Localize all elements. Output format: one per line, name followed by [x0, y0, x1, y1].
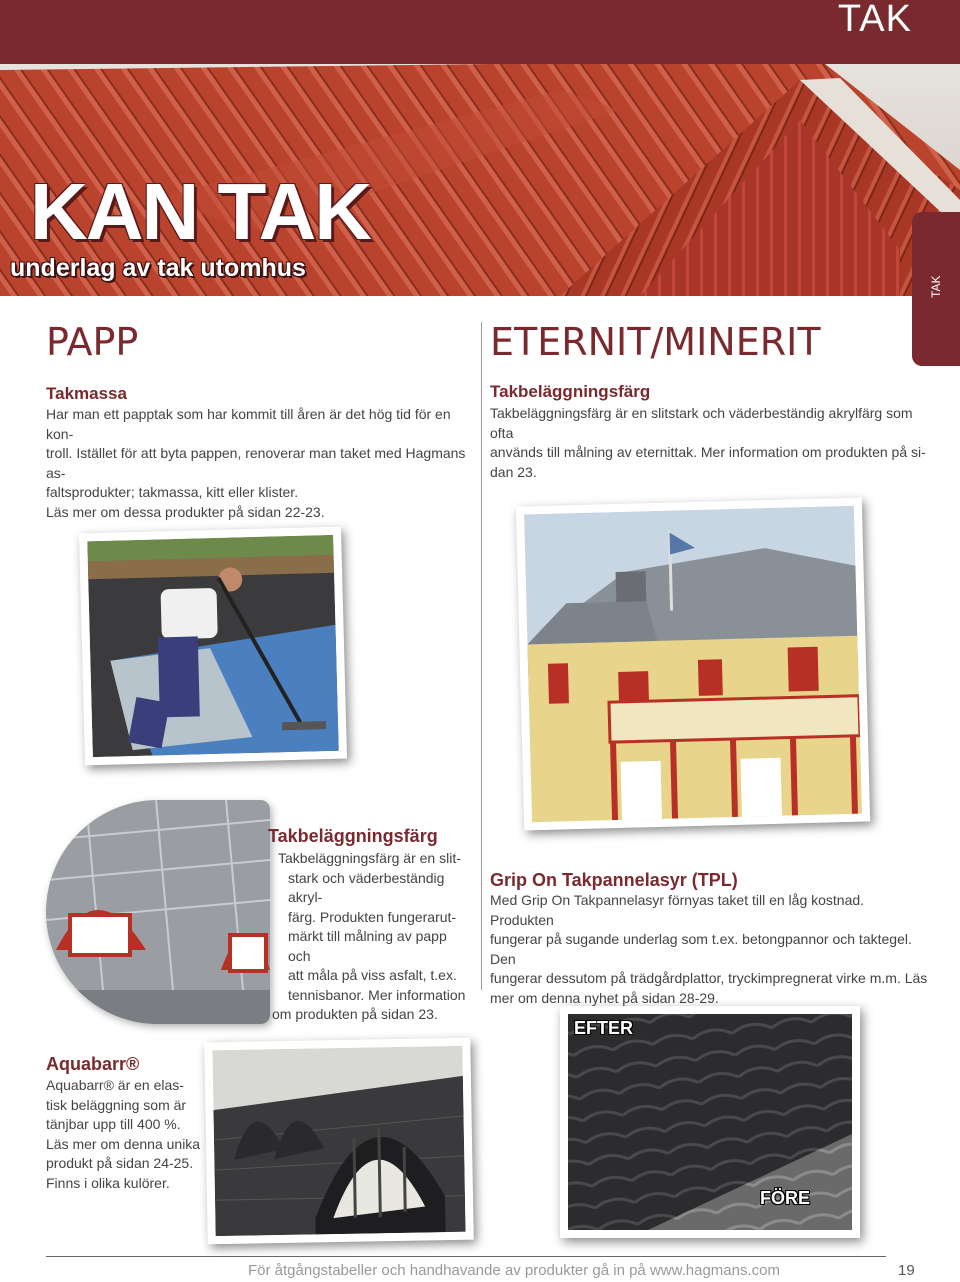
takbel2-text: [272, 849, 472, 1025]
building-image: [524, 506, 862, 823]
eternit-heading: ETERNIT/MINERIT: [490, 320, 821, 364]
footer-rule: [46, 1256, 886, 1257]
text-line: produkt på sidan 24-25.: [46, 1155, 194, 1171]
text-line: att måla på viss asfalt, t.ex.: [288, 967, 457, 983]
eternit-text: [490, 404, 930, 482]
text-line: Med Grip On Takpannelasyr förnyas taket till en låg kostnad. Produkten: [490, 892, 865, 928]
text-line: om produkten på sidan 23.: [272, 1006, 438, 1022]
photo-black-dormer: [204, 1038, 473, 1245]
aquabarr-text: [46, 1076, 206, 1193]
text-line: märkt till målning av papp och: [288, 928, 447, 964]
hero-title: KAN TAK: [30, 167, 371, 256]
text-line: dan 23.: [490, 463, 537, 480]
takmassa-text: [46, 405, 476, 522]
text-line: tennisbanor. Mer information: [288, 986, 466, 1003]
papp-heading: PAPP: [46, 320, 139, 364]
worker-painting-image: [87, 535, 339, 757]
after-label: EFTER: [574, 1018, 634, 1038]
before-label: FÖRE: [760, 1188, 811, 1208]
text-line: Läs mer om dessa produkter på sidan 22-23.: [46, 503, 325, 520]
eternit-title: Takbeläggningsfärg: [490, 382, 651, 401]
text-line: troll. Istället för att byta pappen, renoverar man taket med Hagmans as-: [46, 445, 466, 481]
side-tab-label: TAK: [929, 275, 943, 298]
text-line: tisk beläggning som är: [46, 1096, 187, 1113]
black-dormer-image: [212, 1046, 465, 1236]
text-line: används till målning av eternittak. Mer information om produkten på si-: [490, 444, 926, 460]
text-line: faltsprodukter; takmassa, kitt eller klister.: [46, 484, 299, 500]
column-divider: [481, 322, 482, 990]
hero-subtitle: underlag av tak utomhus: [10, 254, 306, 282]
hero-banner: [0, 50, 960, 296]
takmassa-title: Takmassa: [46, 384, 127, 403]
section-title: TAK: [837, 0, 912, 40]
dormer-roof-image: [46, 800, 270, 1024]
text-line: Takbeläggningsfärg är en slit-: [278, 850, 461, 866]
text-line: Aquabarr® är en elas-: [46, 1077, 184, 1093]
text-line: Finns i olika kulörer.: [46, 1174, 170, 1191]
text-line: stark och väderbeständig akryl-: [288, 869, 445, 905]
text-line: mer om denna nyhet på sidan 28-29.: [490, 989, 719, 1006]
text-line: Har man ett papptak som har kommit till åren är det hög tid för en kon-: [46, 406, 451, 442]
photo-worker-painting: [79, 527, 347, 766]
page-number: 19: [898, 1262, 915, 1279]
gripon-title: Grip On Takpannelasyr (TPL): [490, 870, 738, 890]
text-line: tänjbar upp till 400 %.: [46, 1116, 181, 1132]
text-line: Takbeläggningsfärg är en slitstark och väderbeständig akrylfärg som ofta: [490, 405, 913, 441]
text-line: fungerar dessutom på trädgårdplattor, tryckimpregnerat virke m.m. Läs: [490, 970, 928, 986]
photo-tiles-before-after: [560, 1006, 860, 1238]
takbel2-title: Takbeläggningsfärg: [268, 826, 438, 846]
aquabarr-title: Aquabarr®: [46, 1054, 140, 1074]
photo-building: [516, 498, 870, 831]
text-line: fungerar på sugande underlag som t.ex. betongpannor och taktegel. Den: [490, 931, 912, 967]
text-line: färg. Produkten fungerarut-: [288, 908, 457, 925]
side-tab[interactable]: [912, 212, 960, 366]
photo-dormer-roof: [46, 800, 270, 1024]
text-line: Läs mer om denna unika: [46, 1135, 201, 1152]
gripon-text: [490, 891, 930, 1008]
footer-text: För åtgångstabeller och handhavande av produkter gå in på www.hagmans.com: [248, 1262, 780, 1279]
